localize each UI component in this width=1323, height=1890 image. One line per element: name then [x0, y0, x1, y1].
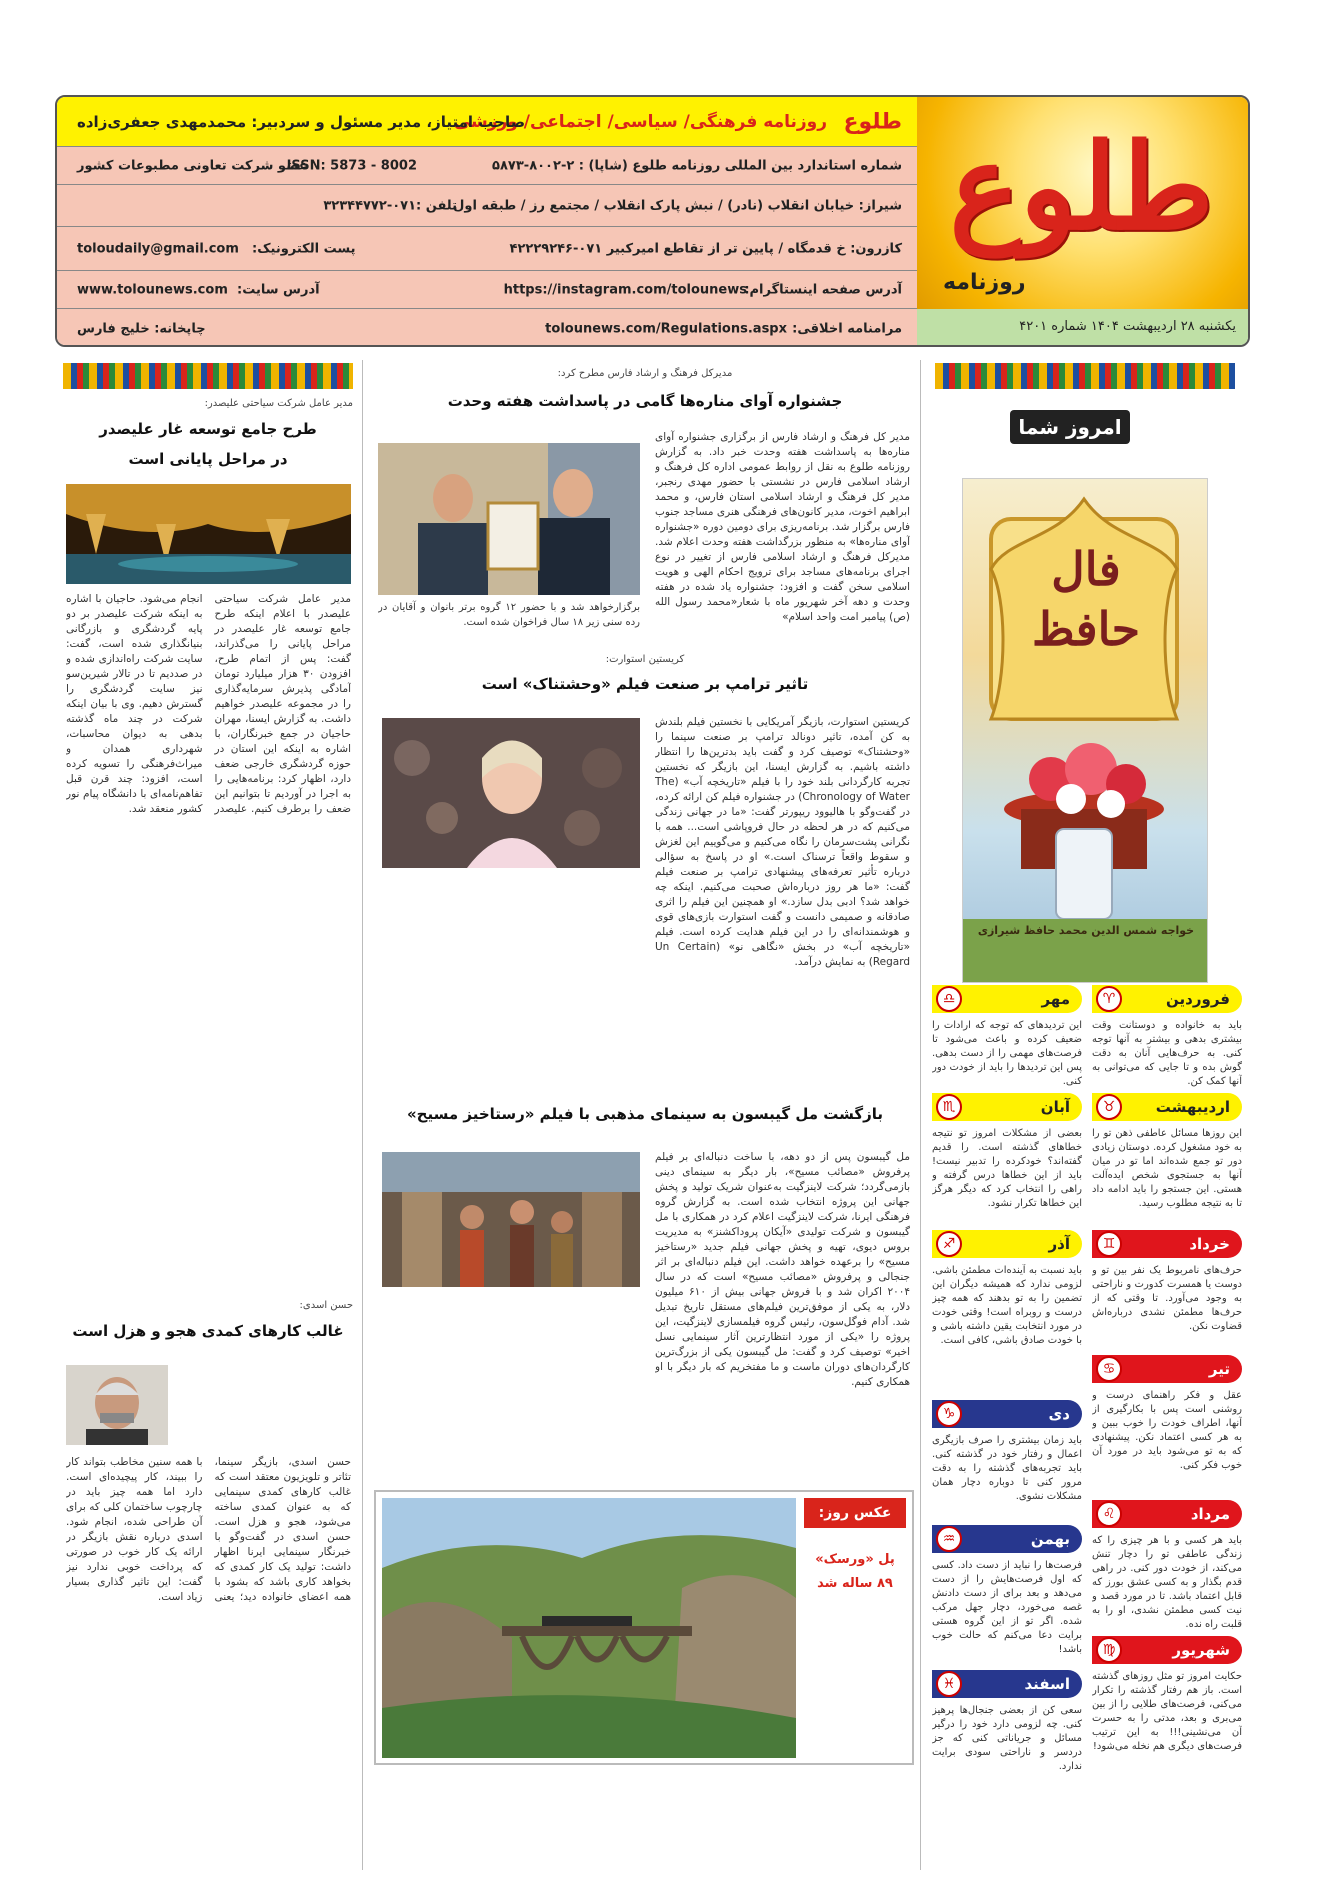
masthead [55, 95, 1250, 347]
horoscope-sign [1092, 1500, 1242, 1528]
horoscope-sign [932, 1093, 1082, 1121]
article-title: غالب کارهای کمدی هجو و هزل است [72, 1322, 344, 1340]
zodiac-icon: ♑ [936, 1401, 962, 1427]
ornament-band [935, 363, 1235, 389]
photo-of-day-box [374, 1490, 914, 1765]
sign-name: آبان [1040, 1098, 1070, 1116]
column-divider [362, 360, 363, 1870]
article-photo [378, 443, 640, 595]
masthead-row-kazerun [57, 227, 917, 271]
zodiac-icon: ♏ [936, 1094, 962, 1120]
sign-text: حکایت امروز تو مثل روزهای گذشته است. باز هم رفتار گذشته را تکرار می‌کنی، فرصت‌های طلایی را از بین می‌بری و بعد، مدتی را به حسرت آن می‌نشینی!!! به این ترتیب فرصت‌های دیگری هم نخله می‌شود! [1092, 1671, 1242, 1752]
logo [913, 97, 1248, 309]
sign-name: اردیبهشت [1155, 1098, 1230, 1116]
zodiac-icon: ♒ [936, 1526, 962, 1552]
email-label: پست الکترونیک: [252, 241, 356, 256]
horoscope-sign [932, 1400, 1082, 1428]
article-kicker: حسن اسدی: [299, 1300, 353, 1311]
photo-caption-2: ۸۹ ساله شد [817, 1576, 893, 1591]
article-body: حسن اسدی، بازیگر سینما، تئاتر و تلویزیون معتقد است که غالب کارهای کمدی سینمایی که به عنوان کمدی ساخته می‌شود، هجو و هزل است. حسن اسدی در گفت‌وگو با خبرنگار سینمایی ایرنا اظهار داشت: تولید یک کار کمدی که بخواهد کاری باشد که بشود با همه اعضای خانواده دید؛ یعنی با همه سنین مخاطب بتواند کار را ببیند، کار پیچیده‌ای است. دارد اما همه چیز باید در چارچوب ساختمان کلی که برای آن طراحی شده، انجام شود. اسدی درباره نقش بازیگر در ارائه یک کار خوب در صورتی که پرداخت خوبی ندارد نیز گفت: این تاثیر گذاری بسیار زیاد است. [66, 1456, 351, 1603]
zodiac-icon: ♍ [1096, 1637, 1122, 1663]
site-label: آدرس سایت: [237, 282, 320, 297]
article-kicker: کریستین استوارت: [605, 654, 685, 665]
sign-text: باید هر کسی و با هر چیزی را که زندگی عاطفی تو را دچار تنش می‌کند، از خودت دور کنی. در راهی قدم بگذار و به کسی عشق بورز که قابل اعتماد باشد. تا در مورد قصد و نیت کسی مطمئن نشدی، او را به قلبت راه نده. [1092, 1535, 1242, 1630]
horoscope-sign [932, 1230, 1082, 1258]
date-line: یکشنبه ۲۸ اردیبهشت ۱۴۰۴ شماره ۴۲۰۱ [913, 309, 1248, 347]
sign-name: فروردین [1166, 990, 1230, 1008]
zodiac-icon: ♌ [1096, 1501, 1122, 1527]
masthead-row-title [57, 97, 917, 147]
member-line: عضو شرکت تعاونی مطبوعات کشور [77, 158, 308, 173]
sign-name: شهریور [1172, 1641, 1230, 1659]
zodiac-icon: ♎ [936, 986, 962, 1012]
photo-caption: برگزارخواهد شد و با حضور ۱۲ گروه برتر بانوان و آقایان در رده سنی زیر ۱۸ سال فراخوان شده است. [378, 602, 640, 628]
sign-name: بهمن [1030, 1530, 1070, 1548]
section-title: امروز شما [1010, 410, 1130, 444]
article-body: کریستین استوارت، بازیگر آمریکایی با نخستین فیلم بلندش به کن آمده، تاثیر دونالد ترامپ بر صنعت سینما را «وحشتناک» توصیف کرد و گفت باید بدترین‌ها را انتظار داشته باشیم. به گزارش ایسنا، این بازیگر که نخستین تجربه کارگردانی بلند خود را با فیلم «تاریخچه آب» (The Chronology of Water) در جشنواره فیلم کن ارائه کرده، در گفت‌وگو با هالیوود ریپورتر گفت: «ما در جهانی زندگی می‌کنیم که در هر لحظه در حال فروپاشی است... همه با نگرانی پشت‌سرمان را نگاه می‌کنیم و می‌گوییم این لغزش و سقوط واقعاً ترسناک است.» او در پاسخ به سؤالی درباره تأثیر تعرفه‌های پیشنهادی ترامپ بر صنعت فیلم گفت: «ما هر روز درباره‌اش صحبت می‌کنیم. اینکه چه خواهد شد؟ ادبی بدل سازد.» او همچنین این فیلم را اثری صادقانه و صمیمی دانست و گفت استوارت بازی‌های قوی و هوشمندانه‌ای را در این فیلم هدایت کرده است. فیلم «تاریخچه آب» در بخش «نگاهی نو» (Un Certain Regard) به نمایش درآمد. [655, 716, 910, 968]
fal-hafez-title: فال حافظ [1031, 542, 1141, 656]
article-title: بازگشت مل گیبسون به سینمای مذهبی با فیلم «رستاخیز مسیح» [406, 1105, 884, 1123]
actress-photo [382, 718, 640, 868]
article-body: مدیر عامل شرکت سیاحتی علیصدر با اعلام اینکه طرح جامع توسعه غار علیصدر در مراحل پایانی را می‌گذراند، گفت: پس از اتمام طرح، افزودن ۳۰ هزار میلیارد تومان آمادگی پذیرش سرمایه‌گذاری را در مجموعه علیصدر خواهیم داشت. به گزارش ایسنا، مهران حاجیان در جمع خبرنگاران، با اشاره به اینکه این استان در حوزه گردشگری خارجی ضعف دارد، اظهار کرد: برنامه‌هایی را به اجرا در آوردیم تا بتوانیم این ضعف را برطرف کنیم. علیصدر انجام می‌شود. حاجیان با اشاره به اینکه شرکت علیصدر بر دو پایه گردشگری و بازرگانی بنیانگذاری شده است، گفت: سایت شرکت راه‌اندازی شده و در صددیم تا در تالار شیرین‌سو نیز سایت گردشگری را گسترش دهیم. وی با بیان اینکه شرکت در چند ماه گذشته بدهی به دیوان محاسبات، شهرداری همدان و میراث‌فرهنگی را تسویه کرده است، افزود: چند قرن قبل تفاهم‌نامه‌ای با دانشگاه پیام نور کشور منعقد شد. [66, 593, 351, 815]
horoscope-sign [932, 1525, 1082, 1553]
article-photo [382, 1152, 640, 1287]
insta-label: آدرس صفحه اینستاگرام: [744, 282, 902, 297]
zodiac-icon: ♋ [1096, 1356, 1122, 1382]
masthead-row-ethics [57, 309, 917, 347]
zodiac-icon: ♊ [1096, 1231, 1122, 1257]
sign-text: بعضی از مشکلات امروز تو نتیجه خطاهای گذشته است. را قدیم گفته‌اند؟ خودکرده را تدبیر نیست! باید از این خطاها درس گرفته و راهی را انتخاب کرد که دیگر هرگز این خطاها تکرار نشود. [932, 1128, 1082, 1209]
article-title: تاثیر ترامپ بر صنعت فیلم «وحشتناک» است [481, 675, 809, 693]
sign-text: باید نسبت به آینده‌ات مطمئن باشی. لزومی ندارد که همیشه دیگران این تضمین را به تو بدهند که همه چیز درست و روبراه است! وقتی خودت در مورد انتخابت یقین داشته باشی و با خودت صادق باشی، کافی است. [932, 1265, 1082, 1346]
issn-latin: ISSN: 5873 - 8002 [286, 158, 417, 173]
horoscope-sign [1092, 1093, 1242, 1121]
insta-link[interactable]: https://instagram.com/tolounews [503, 282, 747, 297]
zodiac-icon: ♐ [936, 1231, 962, 1257]
sign-name: آذر [1048, 1235, 1070, 1253]
horoscope-sign [932, 985, 1082, 1013]
photo-of-day-label: عکس روز: [804, 1498, 906, 1528]
email-link[interactable]: toloudaily@gmail.com [77, 241, 239, 256]
horoscope-sign [1092, 1636, 1242, 1664]
portrait-photo [66, 1365, 168, 1445]
sign-name: خرداد [1189, 1235, 1230, 1253]
cave-photo [66, 484, 351, 584]
sign-name: مرداد [1190, 1505, 1230, 1523]
article-kicker: مدیرکل فرهنگ و ارشاد فارس مطرح کرد: [557, 368, 733, 379]
ornament-band [63, 363, 353, 389]
sign-text: باید زمان بیشتری را صرف بازیگری اعمال و رفتار خود در گذشته کنی. باید تجربه‌های گذشته را به دقت مرور کنی تا دوباره دچار همان مشکلات نشوی. [932, 1435, 1082, 1502]
logo-subtitle: روزنامه [943, 270, 1026, 295]
zodiac-icon: ♓ [936, 1671, 962, 1697]
logo-text: طلوع [949, 117, 1214, 256]
officials-photo [378, 443, 640, 595]
paper-name: طلوع [843, 109, 902, 134]
sign-text: فرصت‌ها را نباید از دست داد. کسی که اول فرصت‌هایش را از دست می‌دهد و بعد برای از دست دادنش غصه می‌خورد، دچار جهل مرکب شده. اگر تو از این گروه هستی برایت دعا می‌کنم که حالت خوب باشد! [932, 1560, 1082, 1655]
zodiac-icon: ♉ [1096, 1094, 1122, 1120]
sign-name: دی [1048, 1405, 1070, 1423]
shiraz-address: شیراز: خیابان انقلاب (نادر) / نبش پارک انقلاب / مجتمع رز / طبقه اول [453, 198, 902, 213]
sign-text: این روزها مسائل عاطفی ذهن تو را به خود مشغول کرده. دوستان زیادی دور تو جمع شده‌اند اما تو در میان آنها به جستجوی شخص ایده‌آلت هستی. این جستجو را باید ادامه داد تا به نتیجه مطلوب رسید. [1092, 1128, 1242, 1209]
sign-name: تیر [1208, 1360, 1230, 1378]
actor-portrait [66, 1365, 168, 1445]
article-title-line-1: طرح جامع توسعه غار علیصدر [99, 420, 317, 438]
sign-text: عقل و فکر راهنمای درست و روشنی است پس با بکارگیری از آنها، اطراف خودت را خوب ببین و به هر کسی اعتماد نکن. پیشنهادی که به تو می‌شود باید در مورد آن خوب فکر کنی. [1092, 1390, 1242, 1471]
sign-text: باید به خانواده و دوستانت وقت بیشتری بدهی و بیشتر به آنها توجه کنی. به حرف‌هایی آنان به دقت گوش بده و تا جایی که می‌توانی به آنها کمک کن. [1092, 1020, 1242, 1087]
sign-text: حرف‌های نامربوط یک نفر بین تو و دوست یا همسرت کدورت و ناراحتی به وجود می‌آورد. تا وقتی که از حرف‌ها مطمئن نشدی درباره‌اش قضاوت نکن. [1092, 1265, 1242, 1332]
sign-name: اسفند [1024, 1675, 1070, 1693]
kazerun-address: کازرون: خ قدمگاه / پایین تر از تقاطع امیرکبیر ۰۷۱-۴۲۲۲۹۲۴۶ [509, 241, 902, 256]
masthead-row-insta [57, 271, 917, 309]
horoscope-sign [1092, 1355, 1242, 1383]
horoscope-sign [1092, 985, 1242, 1013]
masthead-row-shiraz [57, 185, 917, 227]
column-divider [920, 360, 921, 1870]
phone: تلفن :۰۷۱-۳۲۳۴۴۷۷۲ [323, 198, 457, 213]
horoscope-sign [1092, 1230, 1242, 1258]
sign-text: این تردیدهای که توجه که ارادات را ضعیف کرده و باعث می‌شود تا فرصت‌های مهمی را از دست بدهی. پس این تردیدها را باید از خودت دور کنی. [932, 1020, 1082, 1087]
veresk-bridge-illustration [382, 1498, 796, 1758]
issn-label: شماره استاندارد بین المللی روزنامه طلوع (شاپا) : ۲-۸۰۰۲-۵۸۷۳ [492, 158, 902, 173]
article-body: مل گیبسون پس از دو دهه، با ساخت دنباله‌ای بر فیلم پرفروش «مصائب مسیح»، بار دیگر به سینمای دینی بازمی‌گردد؛ شرکت لاینزگیت به‌عنوان شریک تولید و پخش جهانی این پروژه انتخاب شده است. به گزارش گروه فرهنگی ایرنا، شرکت لاینزگیت اعلام کرد در همکاری با مل گیبسون و شرکت تولیدی «آیکان پروداکشنز» به مدیریت بروس دیوی، تهیه و پخش جهانی فیلم جدید «رستاخیز مسیح» را برعهده خواهد داشت. این فیلم دنباله‌ای بر اثر جنجالی و پرفروش «مصائب مسیح» است که در سال ۲۰۰۴ اکران شد و با فروش جهانی بیش از ۶۱۰ میلیون دلار، به یکی از موفق‌ترین فیلم‌های مستقل تاریخ تبدیل شد. آدام فوگل‌سون، رئیس گروه فیلمسازی لاینزگیت، این پروژه را «یکی از مورد انتظارترین آثار سینمایی نسل اخیر» توصیف کرد و گفت: مل گیبسون یکی از بزرگ‌ترین کارگردان‌های دوران ماست و ما مفتخریم که بار دیگر با او همکاری کنیم. [655, 1151, 910, 1388]
hafez-image [962, 478, 1208, 983]
article-body-continued [382, 880, 640, 1075]
sign-name: مهر [1041, 990, 1070, 1008]
film-scene-photo [382, 1152, 640, 1287]
owner-line: صاحب امتیاز، مدیر مسئول و سردبیر: محمدمهدی جعفری‌زاده [77, 112, 526, 131]
article-title-line-2: در مراحل پایانی است [128, 450, 288, 468]
article-body-continued [382, 1295, 640, 1475]
bridge-photo [382, 1498, 796, 1758]
horoscope-sign [932, 1670, 1082, 1698]
zodiac-icon: ♈ [1096, 986, 1122, 1012]
article-photo [382, 718, 640, 868]
article-kicker: مدیر عامل شرکت سیاحتی علیصدر: [204, 398, 353, 409]
article-title: جشنواره آوای مناره‌ها گامی در پاسداشت هفته وحدت [447, 392, 843, 410]
masthead-row-issn [57, 147, 917, 185]
article-body: مدیر کل فرهنگ و ارشاد فارس از برگزاری جشنواره آوای مناره‌ها به پاسداشت هفته وحدت خبر داد. به گزارش روزنامه طلوع به نقل از روابط عمومی اداره کل فرهنگ و ارشاد اسلامی فارس در نشستی با حضور مهدی رنجبر، مدیر کل فرهنگ و ارشاد اسلامی استان فارس، و محمد ابراهیم اخوت، مدیر کانون‌های فرهنگی هنری مساجد جنوب فارس برگزار شد. برنامه‌ریزی برای دومین دوره «جشنواره آوای مناره‌ها» به منظور بزرگداشت هفته وحدت اعلام شد. مدیرکل فرهنگ و ارشاد اسلامی فارس از تغییر در نوع اجرای برنامه‌های مساجد برای ترویج احکام الهی و هویت اسلامی سخن گفت و افزود: جشنواره یاد شده در هفته وحدت و دهه آخر شهریور ماه با شعار«محمد رسول الله (ص) پیامبر امت واحد اسلام» [655, 431, 910, 623]
printer-line: چاپخانه: خلیج فارس [77, 321, 206, 337]
alisadr-cave-illustration [66, 484, 351, 584]
poet-name: خواجه شمس الدین محمد حافظ شیرازی [977, 924, 1195, 937]
ethics-link[interactable]: tolounews.com/Regulations.aspx [545, 321, 787, 337]
article-body-intro [178, 1358, 351, 1448]
ethics-label: مرامنامه اخلاقی: [792, 321, 902, 337]
site-link[interactable]: www.tolounews.com [77, 282, 228, 297]
sign-text: سعی کن از بعضی جنجال‌ها پرهیز کنی. چه لزومی دارد خود را درگیر مسائل و جریاناتی کنی که جز دردسر و ناراحتی سودی برایت ندارد. [932, 1705, 1082, 1772]
photo-caption-1: پل «ورسک» [815, 1552, 895, 1567]
paper-subtitle: روزنامه فرهنگی/ سیاسی/ اجتماعی/ ورزشی [453, 111, 827, 132]
